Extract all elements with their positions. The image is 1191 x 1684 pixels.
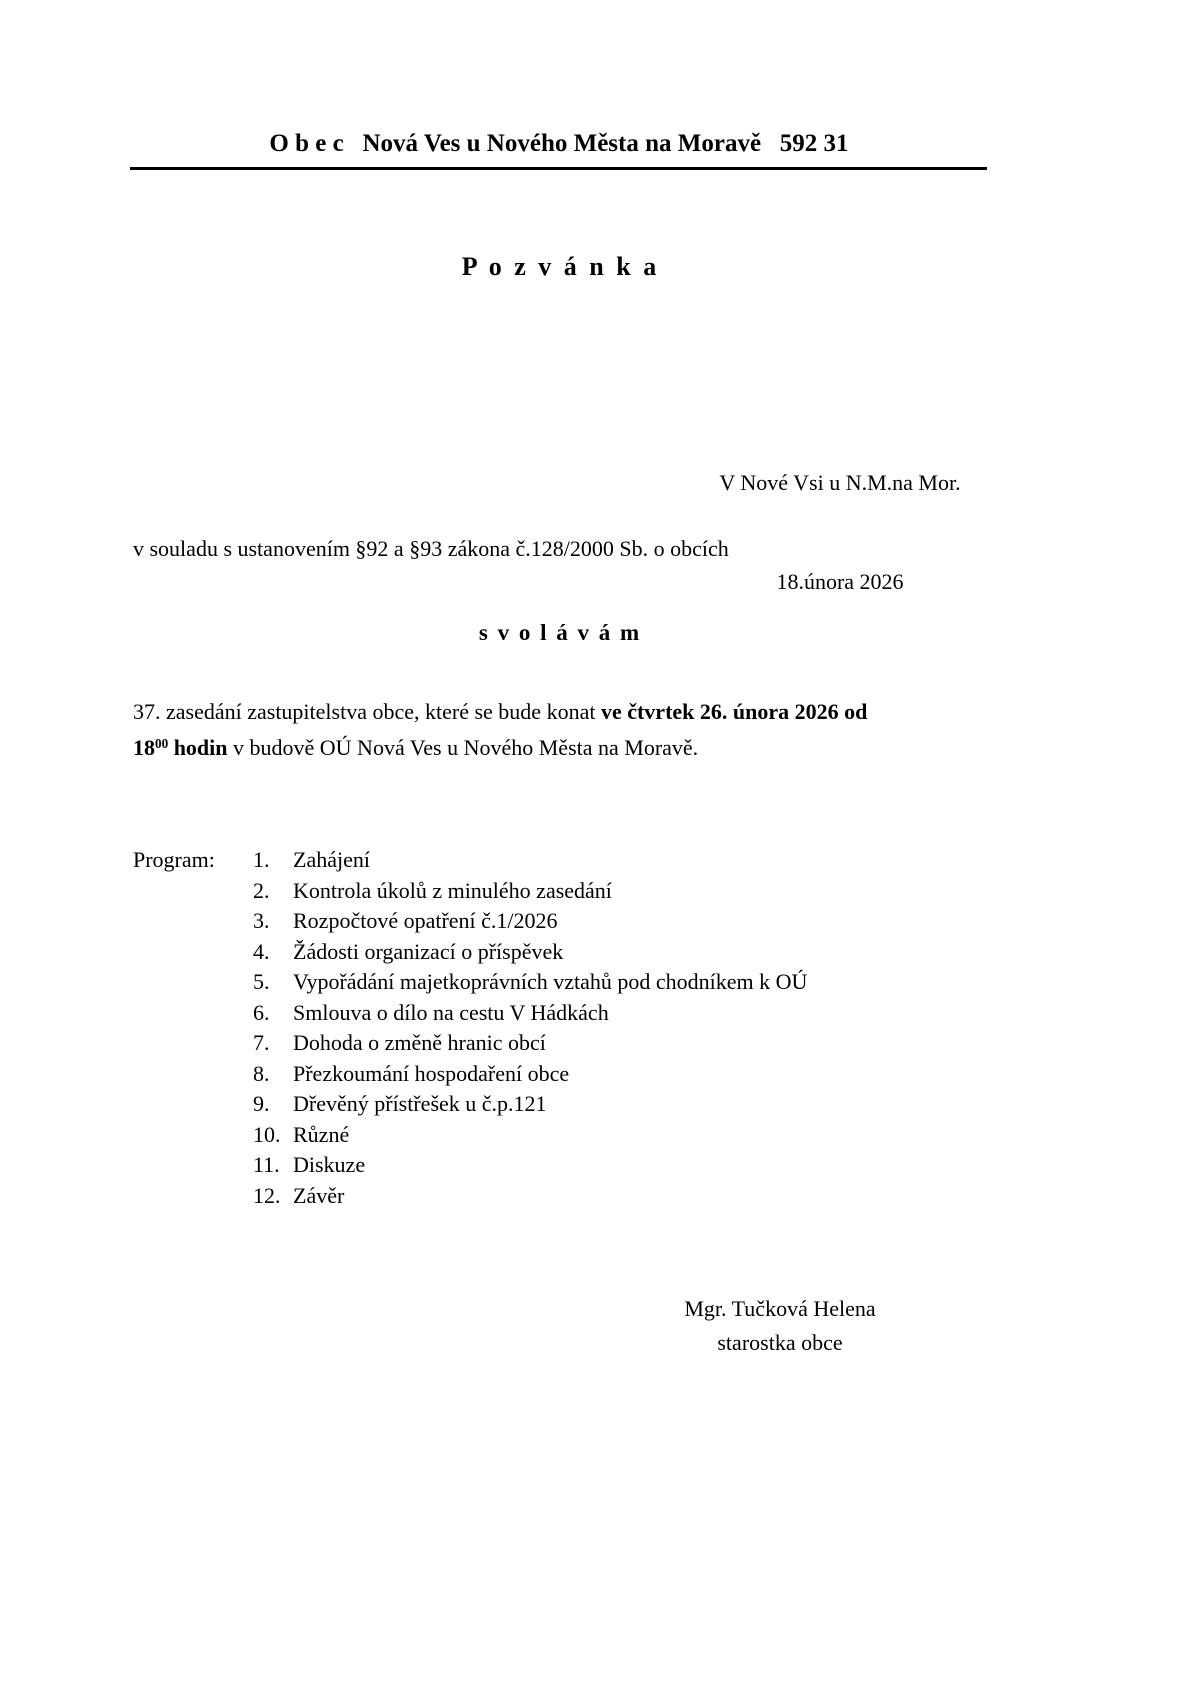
meeting-line-2 [133, 730, 867, 769]
program-item-number: 11. [253, 1152, 280, 1177]
program-item-text: Různé [293, 1121, 350, 1147]
program-item-text: Závěr [293, 1182, 345, 1208]
program-item-number: 2. [253, 877, 270, 903]
signature-name: Mgr. Tučková Helena [684, 1296, 876, 1321]
convene-word: s v o l á v á m [478, 620, 640, 645]
legal-clause: v souladu s ustanovením §92 a §93 zákona č.128/2000 Sb. o obcích [133, 536, 729, 561]
program-item-number: 10. [253, 1121, 281, 1147]
program-item-number: 9. [253, 1091, 270, 1116]
program-item-7 [253, 1028, 807, 1059]
program-item-3 [253, 906, 807, 937]
program-item-text: Dřevěný přístřešek u č.p.121 [293, 1091, 547, 1116]
program-item-2 [253, 876, 807, 907]
program-item-9 [253, 1089, 807, 1120]
program-item-1 [253, 845, 807, 876]
program-item-number: 5. [253, 969, 270, 994]
header-divider-rule [130, 167, 987, 170]
program-item-text: Vypořádání majetkoprávních vztahů pod chodníkem k OÚ [293, 969, 808, 994]
program-item-number: 8. [253, 1060, 270, 1086]
meeting-date-bold: ve čtvrtek 26. února 2026 od [600, 699, 868, 724]
program-section [133, 845, 807, 1211]
program-item-number: 1. [253, 847, 270, 872]
program-item-number: 4. [253, 938, 270, 964]
meeting-line-1 [133, 694, 867, 730]
program-item-6 [253, 998, 807, 1029]
program-item-number: 7. [253, 1030, 270, 1055]
program-item-text: Kontrola úkolů z minulého zasedání [293, 877, 612, 903]
dateline-place: V Nové Vsi u N.M.na Mor. [719, 470, 961, 495]
meeting-text-normal-1: 37. zasedání zastupitelstva obce, které se bude konat [133, 699, 601, 724]
program-item-number: 6. [253, 999, 270, 1025]
program-item-text: Žádosti organizací o příspěvek [293, 938, 564, 964]
meeting-time-unit-bold: hodin [168, 735, 228, 760]
program-item-12 [253, 1181, 807, 1212]
program-item-text: Dohoda o změně hranic obcí [293, 1030, 546, 1055]
program-item-text: Rozpočtové opatření č.1/2026 [293, 908, 558, 933]
program-item-10 [253, 1120, 807, 1151]
signature-role: starostka obce [717, 1330, 843, 1355]
meeting-text-normal-2: v budově OÚ Nová Ves u Nového Města na Moravě. [227, 735, 699, 760]
program-item-text: Přezkoumání hospodaření obce [293, 1060, 570, 1086]
dateline-date: 18.února 2026 [776, 569, 904, 594]
program-item-text: Zahájení [293, 847, 370, 872]
municipality-header: O b e c Nová Ves u Nového Města na Moravě 592 31 [269, 130, 849, 157]
meeting-time-bold: 18 [133, 735, 155, 760]
document-title: P o z v á n k a [461, 252, 657, 281]
program-label: Program: [133, 847, 215, 872]
program-item-8 [253, 1059, 807, 1090]
program-item-5 [253, 967, 807, 998]
program-item-4 [253, 937, 807, 968]
program-item-11 [253, 1150, 807, 1181]
program-item-text: Diskuze [293, 1152, 366, 1177]
program-item-number: 12. [253, 1182, 281, 1208]
signature-block [650, 1292, 910, 1360]
program-item-number: 3. [253, 908, 270, 933]
program-list [253, 845, 807, 1211]
meeting-time-superscript: 00 [155, 735, 169, 751]
program-item-text: Smlouva o dílo na cestu V Hádkách [293, 999, 609, 1025]
meeting-paragraph [133, 694, 867, 769]
